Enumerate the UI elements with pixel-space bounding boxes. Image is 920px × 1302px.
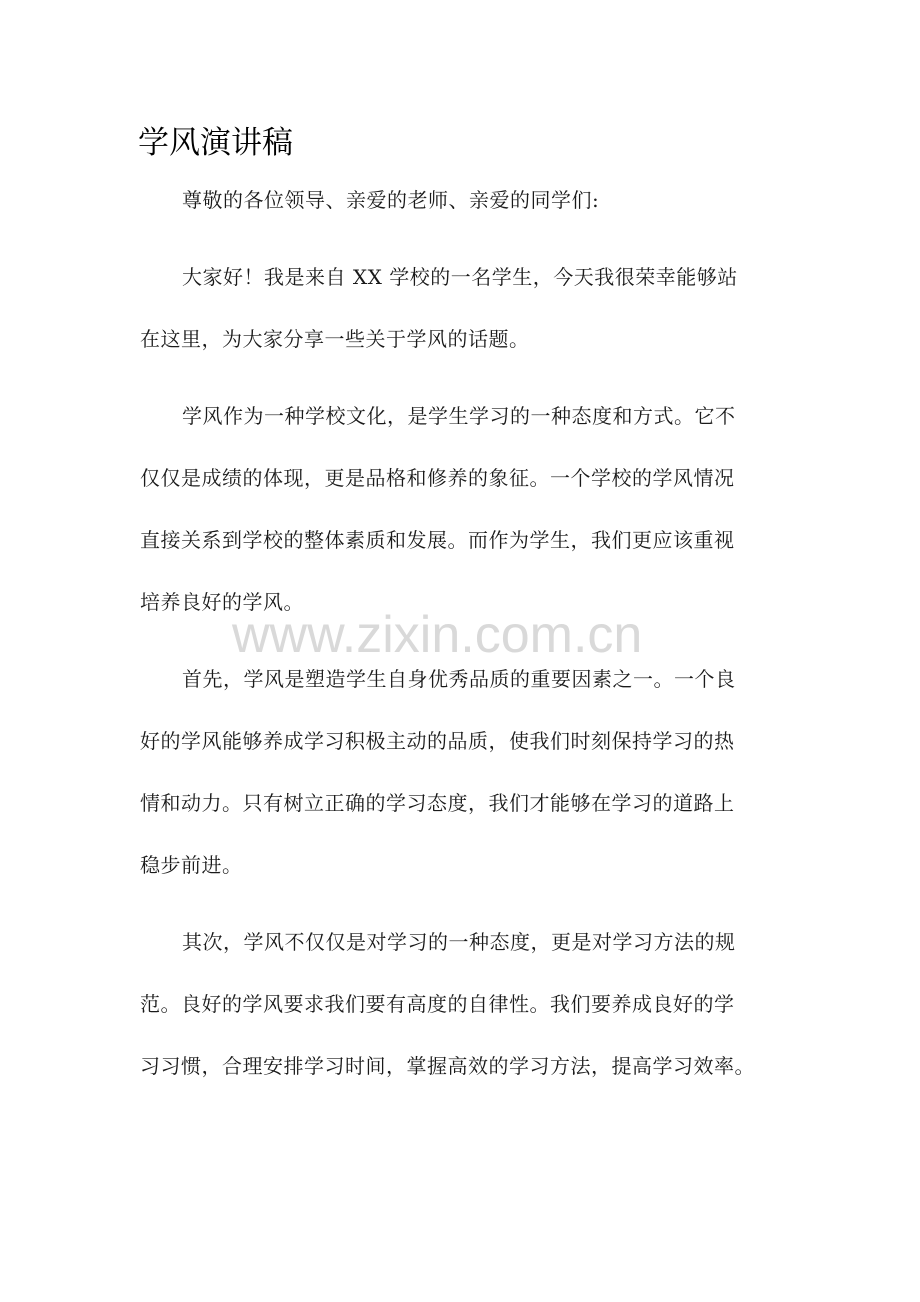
- paragraph-line: 培养良好的学风。: [140, 590, 304, 614]
- paragraph-line: 情和动力。只有树立正确的学习态度，我们才能够在学习的道路上: [140, 791, 735, 815]
- paragraph-line: 稳步前进。: [140, 853, 243, 877]
- document-title: 学风演讲稿: [138, 125, 293, 161]
- paragraph-line: 直接关系到学校的整体素质和发展。而作为学生，我们更应该重视: [140, 528, 735, 552]
- paragraph-line: 好的学风能够养成学习积极主动的品质，使我们时刻保持学习的热: [140, 729, 735, 753]
- paragraph-line: 范。良好的学风要求我们要有高度的自律性。我们要养成良好的学: [140, 992, 735, 1016]
- paragraph-line: 大家好！我是来自 XX 学校的一名学生，今天我很荣幸能够站: [182, 265, 738, 289]
- watermark: www.zixin.com.cn: [232, 606, 643, 664]
- paragraph-line: 其次，学风不仅仅是对学习的一种态度，更是对学习方法的规: [182, 930, 736, 954]
- paragraph-line: 学风作为一种学校文化，是学生学习的一种态度和方式。它不: [182, 404, 736, 428]
- paragraph-line: 习习惯，合理安排学习时间，掌握高效的学习方法，提高学习效率。: [140, 1054, 755, 1078]
- paragraph-line: 仅仅是成绩的体现，更是品格和修养的象征。一个学校的学风情况: [140, 466, 735, 490]
- paragraph-line: 在这里，为大家分享一些关于学风的话题。: [140, 327, 530, 351]
- paragraph-line: 首先，学风是塑造学生自身优秀品质的重要因素之一。一个良: [182, 667, 736, 691]
- salutation-line: 尊敬的各位领导、亲爱的老师、亲爱的同学们:: [182, 188, 600, 212]
